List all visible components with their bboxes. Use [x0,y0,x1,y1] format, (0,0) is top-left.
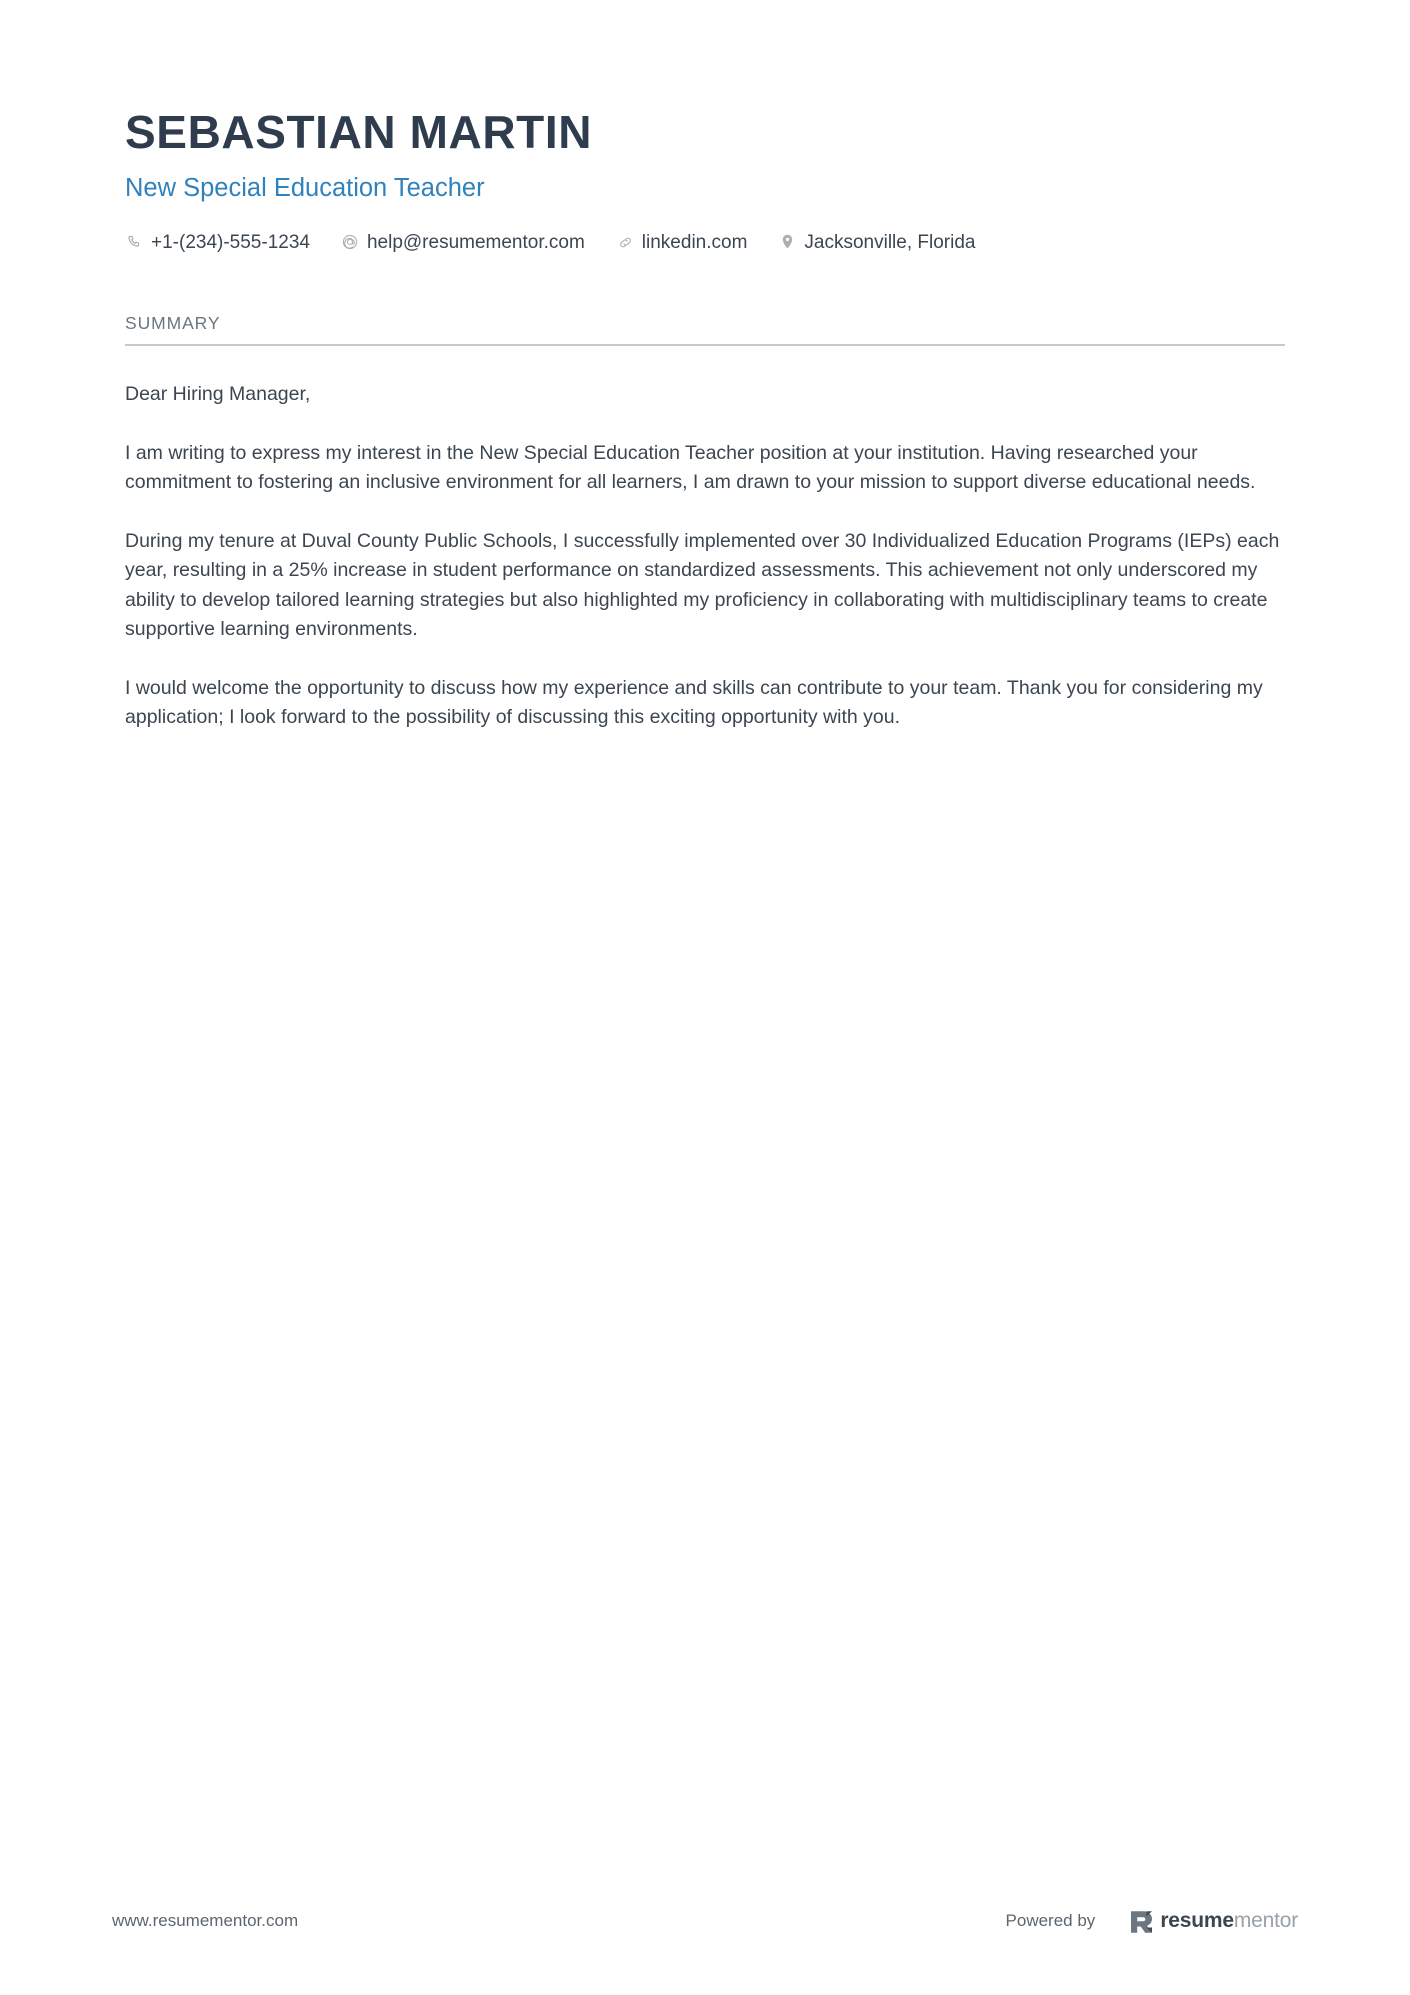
brand-text-secondary: mentor [1233,1909,1298,1932]
summary-section-title: SUMMARY [125,312,221,333]
applicant-job-title: New Special Education Teacher [125,174,485,203]
link-icon [616,233,635,252]
contact-linkedin-text: linkedin.com [641,231,748,253]
footer-website-url[interactable]: www.resumementor.com [112,1911,299,1930]
contact-email[interactable] [341,233,585,252]
applicant-name: SEBASTIAN MARTIN [125,106,593,158]
letter-body [125,380,1285,733]
letter-header [125,0,1285,252]
powered-by-label: Powered by [1005,1911,1096,1930]
contact-email-text: help@resumementor.com [366,231,585,253]
location-pin-icon [778,233,797,252]
letter-paragraph-3: I would welcome the opportunity to discuss how my experience and skills can contribute to your team. Thank you for considering my application; I look forward to the possibility of discussing this exciting opportunity with you. [125,676,1263,729]
letter-paragraph-1: I am writing to express my interest in the New Special Education Teacher position at your institution. Having researched your commitment to fostering an inclusive environment for all learners, I am drawn to your mission to support diverse educational needs. [125,441,1256,494]
letter-paragraph-2: During my tenure at Duval County Public Schools, I successfully implemented over 30 Individualized Education Programs (IEPs) each year, resulting in a 25% increase in student performance on standardized assessments. This achievement not only underscored my ability to develop tailored learning strategies but also highlighted my proficiency in collaborating with multidisciplinary teams to create supportive learning environments. [125,529,1280,641]
footer-branding [1006,1908,1298,1933]
summary-section [125,314,1285,733]
letter-salutation: Dear Hiring Manager, [125,383,311,406]
phone-icon [125,233,144,252]
section-divider [125,344,1285,346]
contact-location-text: Jacksonville, Florida [804,231,976,253]
resumementor-logo-mark-icon [1131,1908,1152,1933]
email-icon [341,233,360,252]
contact-phone-text: +1-(234)-555-1234 [151,231,310,253]
contact-row [125,233,1285,252]
contact-phone[interactable] [125,233,310,252]
resumementor-wordmark [1160,1910,1298,1931]
page-footer [112,1908,1298,1933]
contact-location [778,233,975,252]
brand-text-primary: resume [1160,1909,1234,1932]
contact-linkedin[interactable] [616,233,748,252]
page-content [125,0,1285,733]
resumementor-logo [1131,1908,1298,1933]
